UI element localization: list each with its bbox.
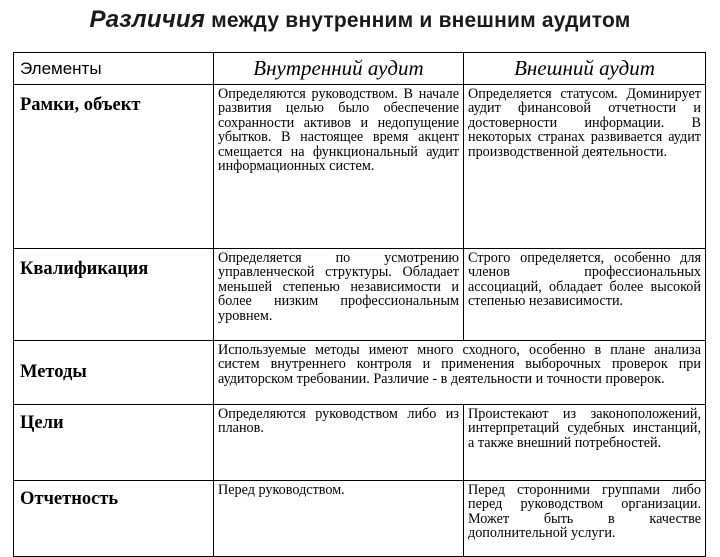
- title-part1: Различия: [89, 6, 206, 33]
- header-elements: Элементы: [14, 53, 214, 85]
- cell-external-qualification: Строго определяется, особенно для членов профессиональных ассоциаций, обладает более высокой степенью независимости.: [464, 249, 706, 341]
- header-internal-audit: Внутренний аудит: [214, 53, 464, 85]
- table-header-row: [14, 53, 706, 85]
- table-row: [14, 249, 706, 341]
- cell-external-scope: Определяется статусом. Доминирует аудит финансовой отчетности и достоверности информации. В некоторых странах развивается аудит производственной деятельности.: [464, 85, 706, 249]
- table-row: [14, 341, 706, 405]
- cell-internal-goals: Определяются руководством либо из планов.: [214, 405, 464, 481]
- cell-methods-merged: Используемые методы имеют много сходного, особенно в плане анализа систем внутреннего контроля и применения выборочных проверок при аудиторском требовании. Различие - в деятельности и точности проверок.: [214, 341, 706, 405]
- header-external-audit: Внешний аудит: [464, 53, 706, 85]
- row-label-qualification: Квалификация: [14, 249, 214, 341]
- cell-external-reporting: Перед сторонними группами либо перед руководством организации. Может быть в качестве дополнительной услуги.: [464, 481, 706, 557]
- table-row: [14, 405, 706, 481]
- page-title: [0, 6, 720, 34]
- table-row: [14, 85, 706, 249]
- row-label-goals: Цели: [14, 405, 214, 481]
- row-label-scope: Рамки, объект: [14, 85, 214, 249]
- row-label-reporting: Отчетность: [14, 481, 214, 557]
- cell-internal-scope: Определяются руководством. В начале развития целью было обеспечение сохранности активов и недопущение убытков. В настоящее время акцент смещается на функциональный аудит информационных систем.: [214, 85, 464, 249]
- cell-external-goals: Проистекают из законоположений, интерпретаций судебных инстанций, а также внешний потребностей.: [464, 405, 706, 481]
- cell-internal-qualification: Определяется по усмотрению управленческой структуры. Обладает меньшей степенью независимости и более низким профессиональным уровнем.: [214, 249, 464, 341]
- cell-internal-reporting: Перед руководством.: [214, 481, 464, 557]
- table-row: [14, 481, 706, 557]
- title-part2: между внутренним и внешним аудитом: [211, 9, 631, 32]
- comparison-table: [13, 52, 706, 557]
- row-label-methods: Методы: [14, 341, 214, 405]
